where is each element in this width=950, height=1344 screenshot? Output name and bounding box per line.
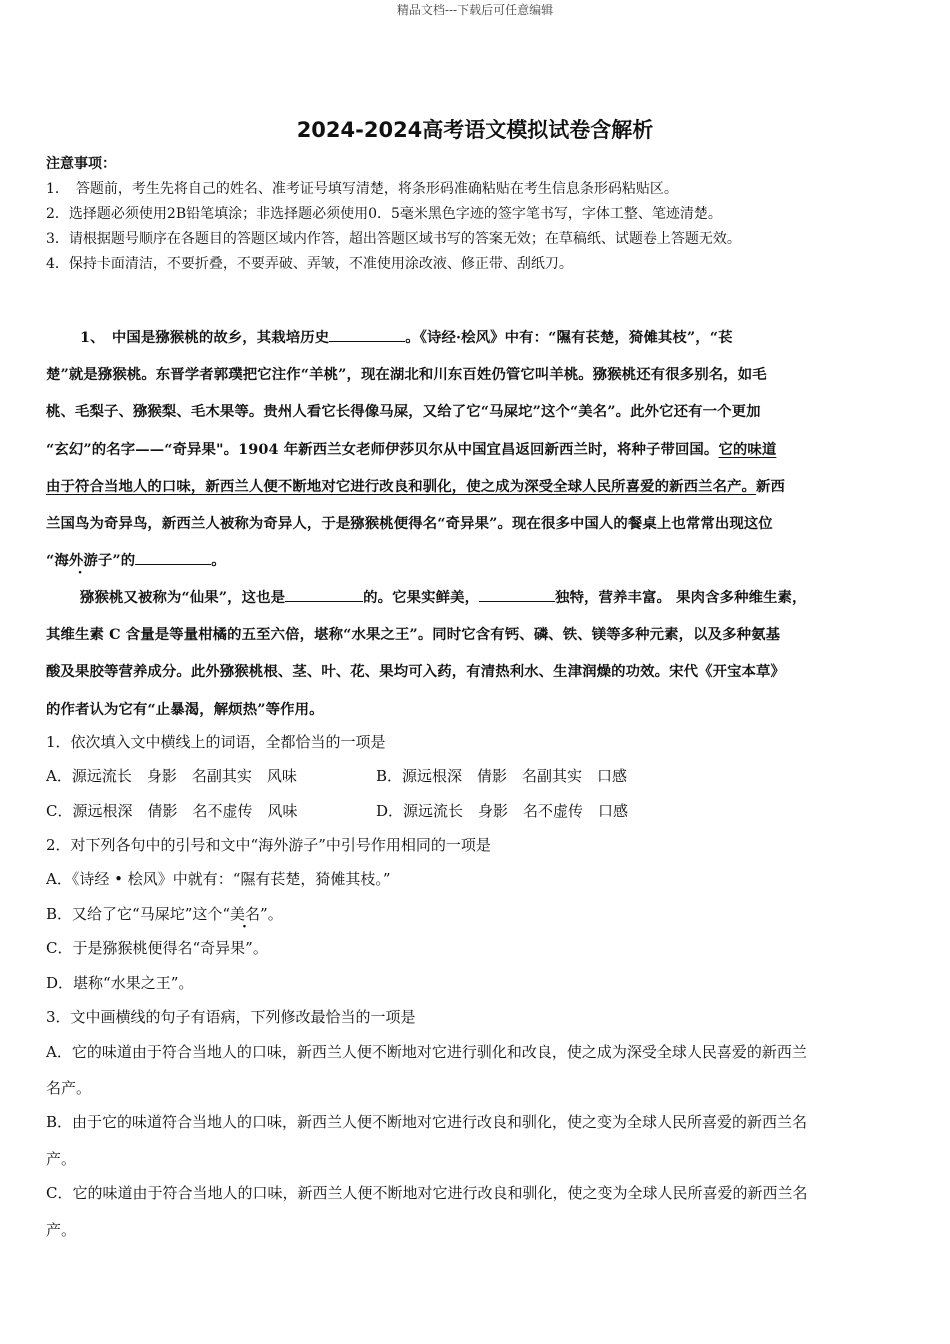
passage-line: 酸及果胶等营养成分。此外猕猴桃根、茎、叶、花、果均可入药，有清热利水、生津润燥的功效。宋代《开宝本草》 xyxy=(46,663,786,680)
option-c[interactable]: C．它的味道由于符合当地人的口味，新西兰人便不断地对它进行改良和驯化，使之变为全球人民所喜爱的新西兰名 xyxy=(46,1184,808,1202)
passage-line: 其维生素 C 含量是等量柑橘的五至六倍，堪称“水果之王”。同时它含有钙、磷、铁、镁等多种元素，以及多种氨基 xyxy=(46,626,781,643)
underlined-sentence: 它的味道 xyxy=(718,441,777,458)
passage-text: 。 xyxy=(211,552,226,569)
option-text: B．又给了它“马屎坨”这个“ xyxy=(46,905,231,923)
notice-item: 4．保持卡面清洁，不要折叠，不要弄破、弄皱，不准使用涂改液、修正带、刮纸刀。 xyxy=(46,256,573,272)
notice-heading: 注意事项： xyxy=(46,156,116,172)
answer-blank xyxy=(479,587,555,602)
passage-text: “ xyxy=(46,552,55,569)
passage-text: ”的 xyxy=(112,552,136,569)
passage-line xyxy=(46,549,226,570)
passage-line xyxy=(80,326,733,347)
option-d[interactable]: D．源远流长 身影 名不虚传 口感 xyxy=(376,802,629,820)
passage-line xyxy=(80,586,807,607)
notice-item: 1． 答题前，考生先将自己的姓名、准考证号填写清楚，将条形码准确粘贴在考生信息条形码粘贴区。 xyxy=(46,181,678,197)
option-c[interactable]: C．于是猕猴桃便得名“奇异果”。 xyxy=(46,939,268,957)
question-stem: 2．对下列各句中的引号和文中“海外游子”中引号作用相同的一项是 xyxy=(46,836,491,854)
option-a[interactable]: A．源远流长 身影 名副其实 风味 xyxy=(46,767,297,785)
page-title: 2024-2024高考语文模拟试卷含解析 xyxy=(296,118,654,142)
option-b-cont: 产。 xyxy=(46,1150,77,1168)
passage-line: 桃、毛梨子、猕猴梨、毛木果等。贵州人看它长得像马屎，又给了它“马屎坨”这个“美名”。此外它还有一个更加 xyxy=(46,403,761,420)
dotted-phrase: 海外游子 xyxy=(54,552,113,569)
answer-blank xyxy=(329,327,405,342)
underlined-sentence: 由于符合当地人的口味，新西兰人便不断地对它进行改良和驯化，使之成为深受全球人民所喜爱的新西兰名产。 xyxy=(46,478,757,495)
passage-text: 新西 xyxy=(756,478,786,495)
page-header: 精品文档---下载后可任意编辑 xyxy=(396,3,554,17)
passage-text: “玄幻”的名字——“奇异果"。1904 年新西兰女老师伊莎贝尔从中国宜昌返回新西兰时，将种子带回国。 xyxy=(46,441,719,458)
option-d[interactable]: D．堪称“水果之王”。 xyxy=(46,974,194,992)
passage-line: 兰国鸟为奇异鸟，新西兰人被称为奇异人，于是猕猴桃便得名“奇异果”。现在很多中国人的餐桌上也常常出现这位 xyxy=(46,515,773,532)
dotted-phrase: 美名 xyxy=(230,905,261,923)
answer-blank xyxy=(285,587,363,602)
option-b[interactable]: B．源远根深 倩影 名副其实 口感 xyxy=(376,767,628,785)
notice-item: 2．选择题必须使用2B铅笔填涂；非选择题必须使用0．5毫米黑色字迹的签字笔书写，字体工整、笔迹清楚。 xyxy=(46,206,722,222)
option-b[interactable] xyxy=(46,903,283,924)
passage-line: 楚”就是猕猴桃。东晋学者郭璞把它注作“羊桃”，现在湖北和川东百姓仍管它叫羊桃。猕猴桃还有很多别名，如毛 xyxy=(46,366,767,383)
question-stem: 1．依次填入文中横线上的词语，全都恰当的一项是 xyxy=(46,733,386,751)
answer-blank xyxy=(135,550,211,565)
option-a[interactable]: A．它的味道由于符合当地人的口味，新西兰人便不断地对它进行驯化和改良，使之成为深受全球人民喜爱的新西兰 xyxy=(46,1043,807,1061)
option-text: ”。 xyxy=(260,905,283,923)
passage-text: 猕猴桃又被称为“仙果”，这也是 xyxy=(80,589,286,606)
question-stem: 3．文中画横线的句子有语病，下列修改最恰当的一项是 xyxy=(46,1008,416,1026)
option-c-cont: 产。 xyxy=(46,1221,77,1239)
option-a-cont: 名产。 xyxy=(46,1079,92,1097)
passage-text: 1、 中国是猕猴桃的故乡，其栽培历史 xyxy=(80,329,330,346)
passage-text: 的。它果实鲜美， xyxy=(363,589,480,606)
passage-text: 独特，营养丰富。 果肉含多种维生素， xyxy=(555,589,807,606)
notice-item: 3．请根据题号顺序在各题目的答题区域内作答，超出答题区域书写的答案无效；在草稿纸、试题卷上答题无效。 xyxy=(46,231,741,247)
passage-text: 。《诗经·桧风》中有：“隰有苌楚，猗傩其枝”，“苌 xyxy=(405,329,733,346)
option-b[interactable]: B．由于它的味道符合当地人的口味，新西兰人便不断地对它进行改良和驯化，使之变为全球人民所喜爱的新西兰名 xyxy=(46,1113,808,1131)
passage-line xyxy=(46,438,776,459)
passage-line: 的作者认为它有“止暴渴，解烦热”等作用。 xyxy=(46,701,324,718)
passage-line xyxy=(46,475,785,496)
option-c[interactable]: C．源远根深 倩影 名不虚传 风味 xyxy=(46,802,298,820)
option-a[interactable]: A．《诗经 • 桧风》中就有：“隰有苌楚，猗傩其枝。” xyxy=(46,870,391,888)
